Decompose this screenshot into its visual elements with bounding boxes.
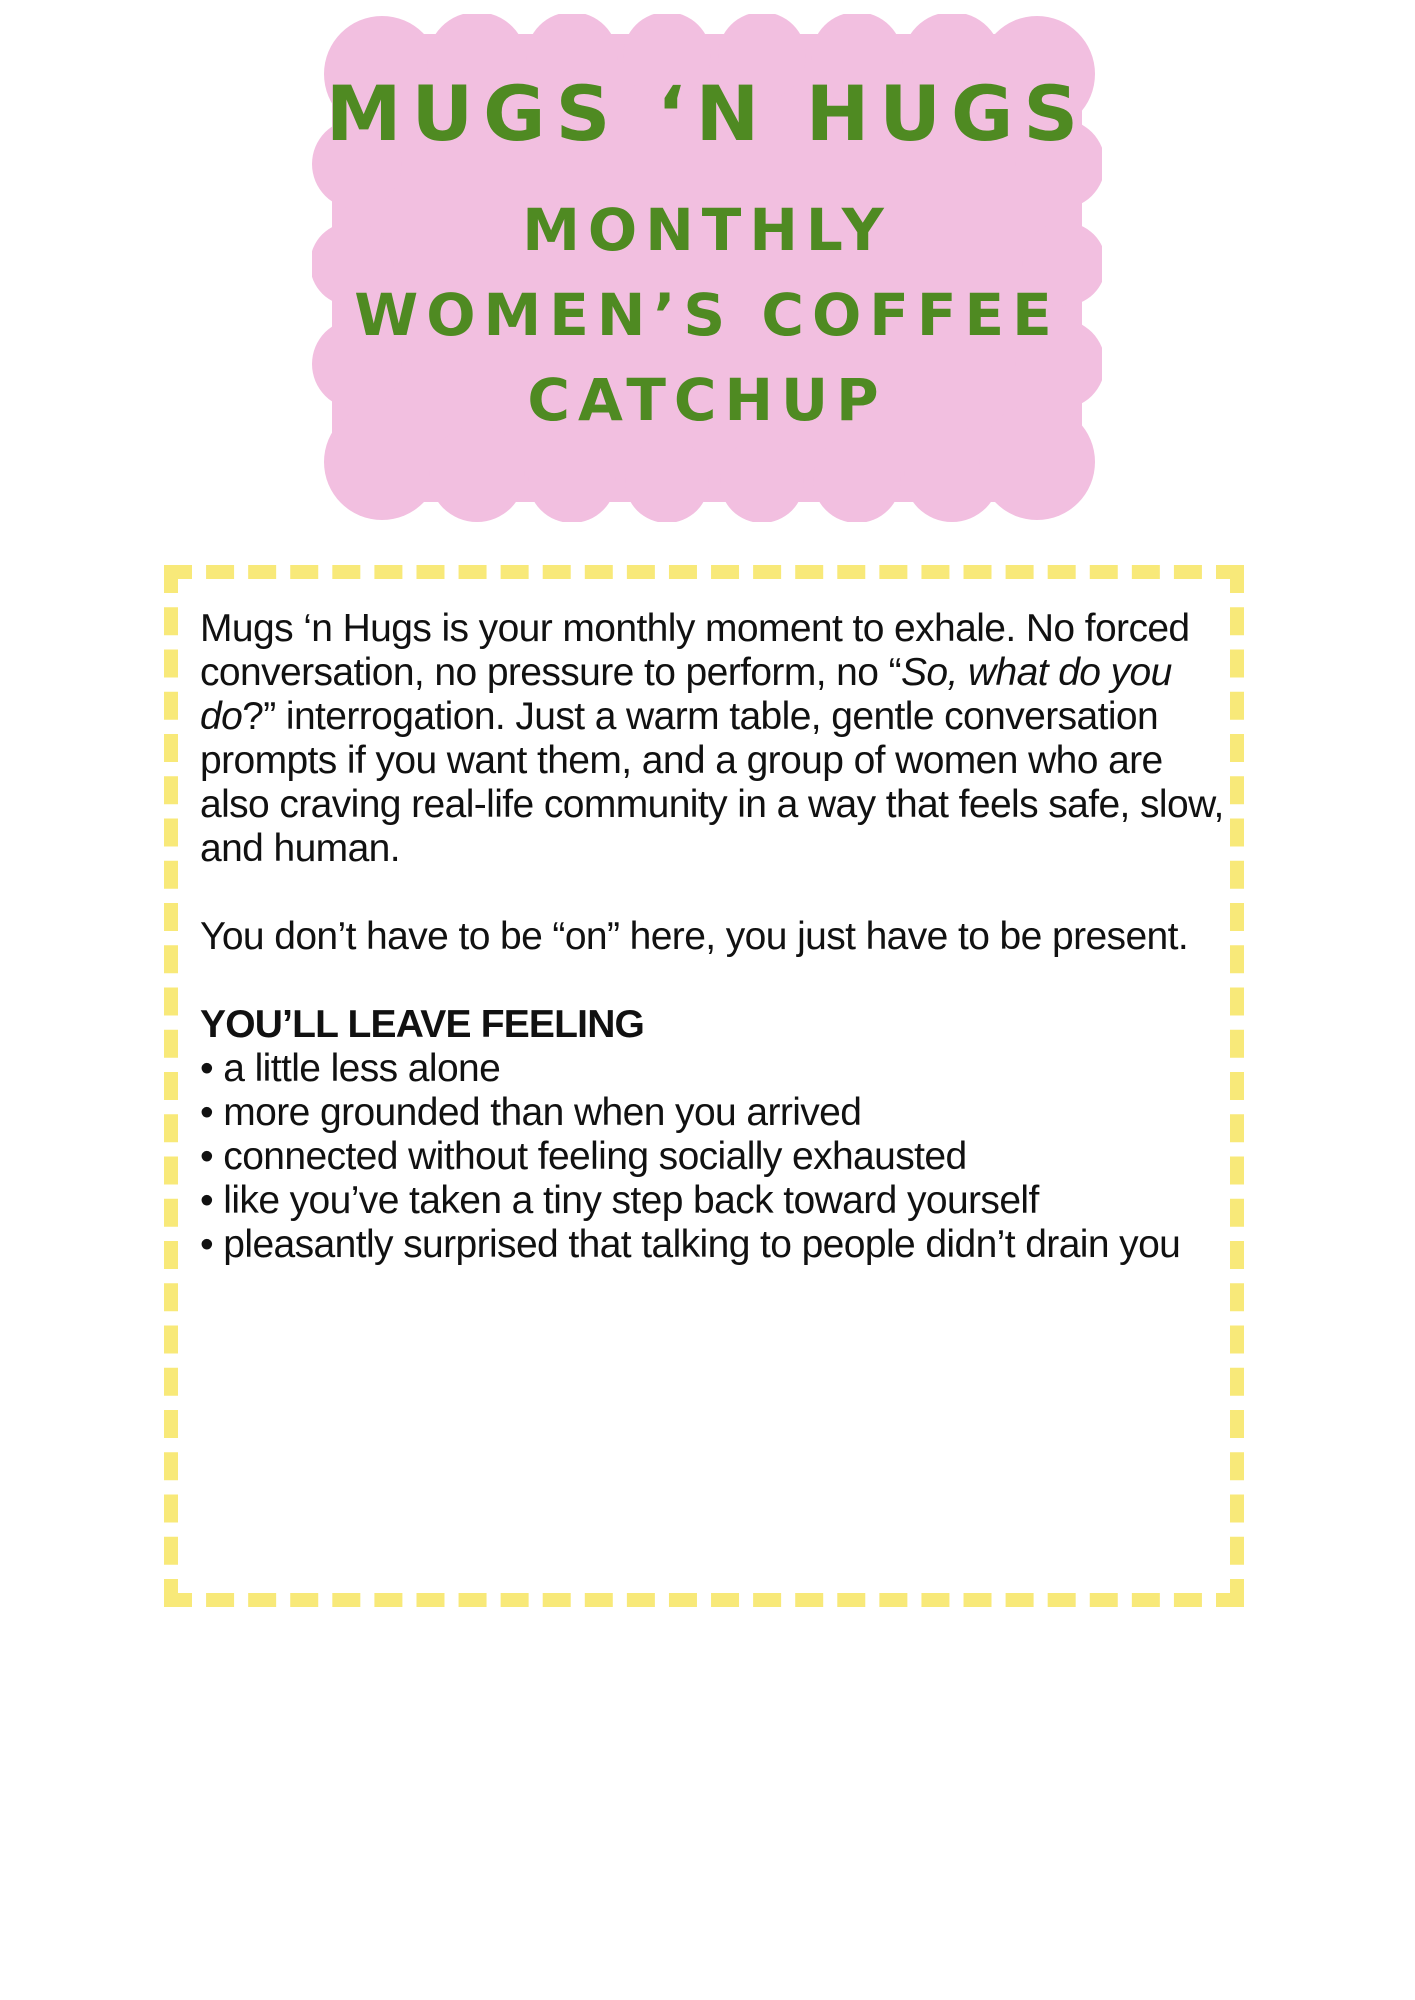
title-banner — [312, 14, 1102, 522]
list-item: • more grounded than when you arrived — [200, 1091, 862, 1134]
presence-paragraph: You don’t have to be “on” here, you just have to be present. — [200, 915, 1189, 958]
list-item: • connected without feeling socially exhausted — [200, 1135, 967, 1178]
subtitle-line-3: CATCHUP — [527, 366, 887, 434]
list-item: • like you’ve taken a tiny step back toward yourself — [200, 1179, 1039, 1222]
list-item: • a little less alone — [200, 1047, 501, 1090]
paragraph-spacer — [200, 959, 1230, 1003]
intro-text-end: ?” interrogation. Just a warm table, gentle conversation prompts if you want them, and a group of women who are also craving real-life community in a way that feels safe, slow, and human. — [200, 695, 1224, 870]
paragraph-spacer — [200, 871, 1230, 915]
title-block — [312, 14, 1102, 522]
event-title: MUGS ‘N HUGS — [325, 69, 1089, 158]
subtitle-line-2: WOMEN’S COFFEE — [354, 281, 1060, 349]
list-item: • pleasantly surprised that talking to people didn’t drain you — [200, 1223, 1181, 1266]
intro-italic-question: So, what do you do — [200, 651, 1172, 738]
intro-paragraph — [200, 607, 1230, 871]
feelings-list — [200, 1047, 1230, 1267]
intro-text-start: Mugs ‘n Hugs is your monthly moment to exhale. No forced conversation, no pressure to perform, no “ — [200, 607, 1190, 694]
list-heading: YOU’LL LEAVE FEELING — [200, 1003, 645, 1046]
subtitle-line-1: MONTHLY — [522, 196, 892, 264]
description-content — [200, 607, 1230, 1267]
description-box — [164, 565, 1244, 1607]
